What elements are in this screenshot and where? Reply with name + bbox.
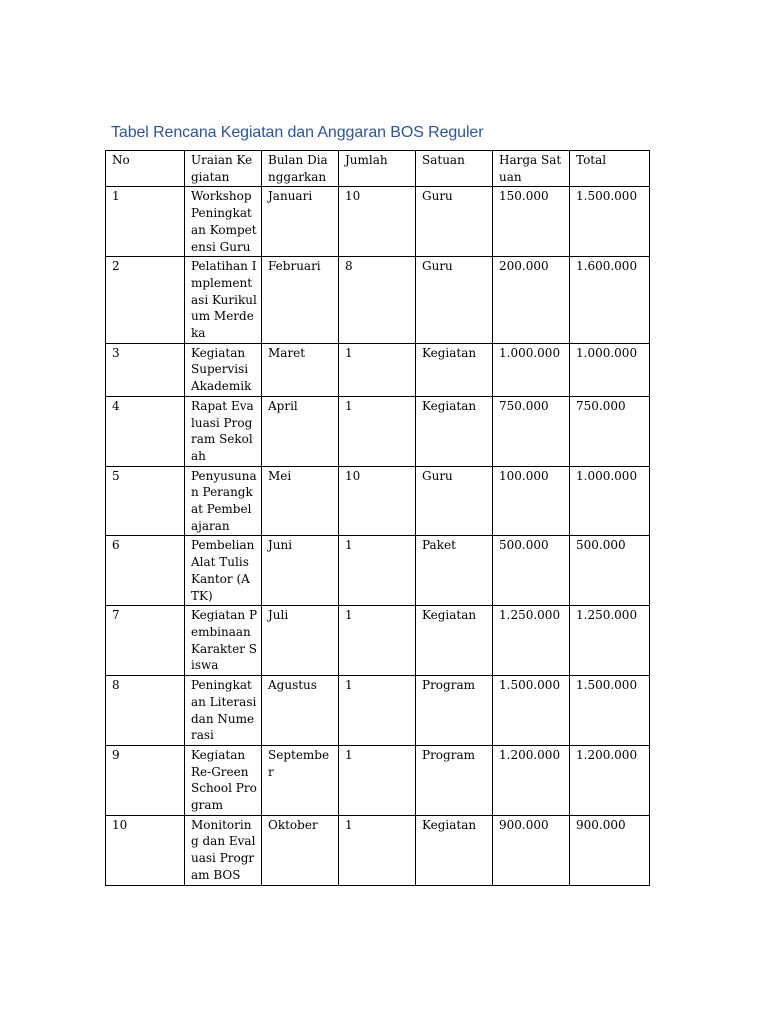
cell-total: 1.500.000 [570, 676, 650, 746]
cell-satuan: Paket [416, 536, 493, 606]
cell-jumlah: 1 [339, 606, 416, 676]
cell-jumlah: 1 [339, 745, 416, 815]
cell-uraian: Rapat Evaluasi Program Sekolah [185, 396, 262, 466]
table-row [106, 187, 650, 257]
cell-harga: 100.000 [493, 466, 570, 536]
table-row [106, 606, 650, 676]
cell-bulan: September [262, 745, 339, 815]
cell-jumlah: 1 [339, 343, 416, 396]
header-uraian-kegiatan: Uraian Kegiatan [185, 151, 262, 187]
cell-no: 2 [106, 257, 185, 344]
cell-jumlah: 10 [339, 466, 416, 536]
table-header-row [106, 151, 650, 187]
header-total: Total [570, 151, 650, 187]
cell-bulan: Juli [262, 606, 339, 676]
table-row [106, 466, 650, 536]
cell-jumlah: 1 [339, 815, 416, 885]
cell-harga: 1.200.000 [493, 745, 570, 815]
cell-satuan: Kegiatan [416, 815, 493, 885]
cell-satuan: Program [416, 676, 493, 746]
cell-bulan: Mei [262, 466, 339, 536]
cell-uraian: Pembelian Alat Tulis Kantor (ATK) [185, 536, 262, 606]
cell-uraian: Penyusunan Perangkat Pembelajaran [185, 466, 262, 536]
cell-uraian: Kegiatan Supervisi Akademik [185, 343, 262, 396]
cell-uraian: Workshop Peningkatan Kompetensi Guru [185, 187, 262, 257]
cell-harga: 1.250.000 [493, 606, 570, 676]
cell-total: 1.600.000 [570, 257, 650, 344]
cell-harga: 900.000 [493, 815, 570, 885]
cell-bulan: Januari [262, 187, 339, 257]
table-row [106, 745, 650, 815]
cell-satuan: Kegiatan [416, 343, 493, 396]
cell-total: 1.000.000 [570, 343, 650, 396]
header-harga-satuan: Harga Satuan [493, 151, 570, 187]
cell-jumlah: 8 [339, 257, 416, 344]
cell-harga: 150.000 [493, 187, 570, 257]
header-no: No [106, 151, 185, 187]
cell-uraian: Pelatihan Implementasi Kurikulum Merdeka [185, 257, 262, 344]
cell-harga: 1.500.000 [493, 676, 570, 746]
cell-uraian: Peningkatan Literasi dan Numerasi [185, 676, 262, 746]
cell-satuan: Guru [416, 466, 493, 536]
cell-uraian: Kegiatan Re-Green School Program [185, 745, 262, 815]
cell-satuan: Guru [416, 257, 493, 344]
cell-no: 8 [106, 676, 185, 746]
table-row [106, 396, 650, 466]
header-bulan-dianggarkan: Bulan Dianggarkan [262, 151, 339, 187]
cell-satuan: Kegiatan [416, 396, 493, 466]
cell-bulan: April [262, 396, 339, 466]
table-row [106, 257, 650, 344]
cell-jumlah: 1 [339, 396, 416, 466]
cell-bulan: Maret [262, 343, 339, 396]
cell-no: 6 [106, 536, 185, 606]
header-jumlah: Jumlah [339, 151, 416, 187]
cell-jumlah: 10 [339, 187, 416, 257]
cell-bulan: Februari [262, 257, 339, 344]
cell-harga: 500.000 [493, 536, 570, 606]
table-row [106, 676, 650, 746]
table-row [106, 536, 650, 606]
cell-satuan: Program [416, 745, 493, 815]
header-satuan: Satuan [416, 151, 493, 187]
cell-satuan: Guru [416, 187, 493, 257]
cell-no: 9 [106, 745, 185, 815]
cell-total: 1.200.000 [570, 745, 650, 815]
budget-table [105, 150, 650, 886]
cell-bulan: Agustus [262, 676, 339, 746]
cell-total: 500.000 [570, 536, 650, 606]
cell-uraian: Kegiatan Pembinaan Karakter Siswa [185, 606, 262, 676]
cell-harga: 750.000 [493, 396, 570, 466]
cell-harga: 1.000.000 [493, 343, 570, 396]
cell-harga: 200.000 [493, 257, 570, 344]
cell-no: 4 [106, 396, 185, 466]
cell-uraian: Monitoring dan Evaluasi Program BOS [185, 815, 262, 885]
page-title: Tabel Rencana Kegiatan dan Anggaran BOS Reguler [111, 124, 484, 141]
cell-bulan: Oktober [262, 815, 339, 885]
cell-satuan: Kegiatan [416, 606, 493, 676]
cell-total: 750.000 [570, 396, 650, 466]
cell-total: 900.000 [570, 815, 650, 885]
cell-no: 1 [106, 187, 185, 257]
cell-no: 5 [106, 466, 185, 536]
table-row [106, 343, 650, 396]
cell-total: 1.250.000 [570, 606, 650, 676]
cell-total: 1.500.000 [570, 187, 650, 257]
cell-total: 1.000.000 [570, 466, 650, 536]
cell-bulan: Juni [262, 536, 339, 606]
cell-no: 3 [106, 343, 185, 396]
cell-jumlah: 1 [339, 536, 416, 606]
cell-no: 10 [106, 815, 185, 885]
cell-jumlah: 1 [339, 676, 416, 746]
table-row [106, 815, 650, 885]
cell-no: 7 [106, 606, 185, 676]
